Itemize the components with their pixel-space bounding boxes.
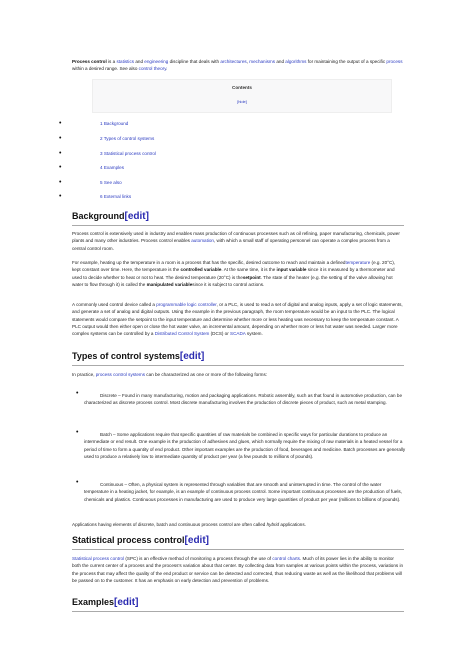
heading-spc: Statistical process control[edit] [72, 535, 404, 550]
toc-box [92, 79, 392, 113]
edit-link[interactable]: [edit] [179, 351, 205, 362]
background-paragraph-3: A commonly used control device called a programmable logic controller, or a PLC, is used to read a set of digital and analog inputs, apply a set of logic statements, and generate a set of analog and digital outputs. Using the example in the previous paragraph, the room temperature would be an input to the PLC. The logical statements would compare the setpoint to the input temperature and determine whether more or less heating was necessary to keep the temperature constant. A PLC output would then either open or close the hot water valve, an incremental amount, depending on whether more or less hot water was needed. Larger more complex systems can be controlled by a Distributed Control System (DCS) or SCADA system. [72, 302, 403, 337]
list-item-continuous: Continuous – Often, a physical system is represented through variables that are smooth and uninterrupted in time. The control of the water temperature in a heating jacket, for example, is an example of continuous process control. Some important continuous processes are the production of fuels, chemicals and plastics. Continuous processes in manufacturing are used to produce very large quantities of product per year (millions to billions of pounds). [84, 482, 402, 502]
bullet-icon: • [76, 429, 79, 436]
link-control-theory[interactable]: control theory [138, 66, 167, 72]
types-outro: Applications having elements of discrete, batch and continuous process control are often called hybrid applications. [72, 522, 306, 527]
bullet-icon: • [59, 120, 62, 127]
background-paragraph-2: For example, heating up the temperature in a room is a process that has the specific, desired outcome to reach and maintain a definedtemperature (e.g. 20°C), kept constant over time. Here, the temperature is the controlled variable. At the same time, it is the input variable since it is measured by a thermometer and used to decide whether to heat or not to heat. The desired temperature (20°C) is thesetpoint. The state of the heater (e.g. the setting of the valve allowing hot water to flow through it) is called the manipulated variablesince it is subject to control actions. [72, 260, 396, 287]
intro-term: Process control [72, 59, 107, 64]
background-paragraph-1: Process control is extensively used in industry and enables mass production of continuous processes such as oil refining, paper manufacturing, chemicals, power plants and many other industries. Process control enables automation, with which a small staff of operating personnel can operate a complex process from a central control room. [72, 231, 400, 251]
heading-types: Types of control systems[edit] [72, 351, 404, 366]
link-plc[interactable]: programmable logic controller [156, 302, 217, 307]
link-automation[interactable]: automation [191, 238, 214, 244]
heading-background: Background[edit] [72, 211, 404, 226]
link-process[interactable]: process [386, 59, 403, 64]
heading-examples: Examples[edit] [72, 597, 404, 612]
bullet-icon: • [59, 164, 62, 171]
toc-hide-link[interactable]: [hide] [237, 99, 247, 104]
toc-item-examples[interactable]: 4 Examples [100, 165, 125, 170]
bullet-icon: • [76, 390, 79, 397]
link-spc[interactable]: Statistical process control [72, 556, 125, 561]
list-item-discrete: Discrete – Found in many manufacturing, motion and packaging applications. Robotic assembly, such as that found in automotive production, can be characterized as discrete process control. Most discrete manufacturing involves the production of discrete pieces of product, such as metal stamping. [84, 393, 402, 406]
link-mechanisms[interactable]: mechanisms [249, 59, 276, 64]
bullet-icon: • [59, 150, 62, 157]
types-intro: In practice, process control systems can be characterized as one or more of the following forms: [72, 372, 268, 377]
toc-item-external-links[interactable]: 6 External links [100, 194, 132, 199]
edit-link[interactable]: [edit] [124, 211, 149, 222]
bullet-icon: • [59, 193, 62, 200]
intro-paragraph: Process control is a statistics and engineering discipline that deals with architectures, mechanisms and algorithms for maintaining the output of a specific process within a desired range. See also control theory. [72, 59, 403, 72]
link-scada[interactable]: SCADA [230, 331, 246, 337]
link-control-charts[interactable]: control charts [272, 556, 300, 561]
link-algorithms[interactable]: algorithms [285, 59, 307, 64]
toc-title: Contents [232, 85, 252, 90]
bullet-icon: • [59, 179, 62, 186]
link-dcs[interactable]: Distributed Control System [154, 331, 210, 337]
toc-item-background[interactable]: 1 Background [100, 121, 129, 126]
link-statistics[interactable]: statistics [116, 59, 135, 64]
list-item-batch: Batch – Some applications require that specific quantities of raw materials be combined in specific ways for particular durations to produce an intermediate or end result. One example is the production of adhesives and glues, which normally require the mixing of raw materials in a heated vessel for a period of time to form a quantity of end product. Other important examples are the production of food, beverages and medicine. Batch processes are generally used to produce a relatively low to intermediate quantity of product per year (a few pounds to millions of pounds). [84, 432, 406, 459]
bullet-icon: • [76, 479, 79, 486]
bullet-icon: • [59, 135, 62, 142]
edit-link[interactable]: [edit] [184, 535, 209, 546]
spc-paragraph: Statistical process control (SPC) is an effective method of monitoring a process through the use of control charts. Much of its power lies in the ability to monitor both the current center of a process and the process's variation about that center. By collecting data from samples at various points within the process, variations in the process that may affect the quality of the end product or service can be detected and corrected, thus reducing waste as well as the likelihood that problems will be passed on to the customer. It has an emphasis on early detection and prevention of problems. [72, 556, 404, 583]
edit-link[interactable]: [edit] [114, 597, 139, 608]
link-architectures[interactable]: architectures [220, 59, 247, 64]
link-process-control-systems[interactable]: process control systems [95, 372, 146, 377]
toc-item-see-also[interactable]: 5 See also [100, 180, 122, 185]
toc-item-spc[interactable]: 3 Statistical process control [100, 151, 156, 156]
toc-item-types[interactable]: 2 Types of control systems [100, 136, 155, 141]
link-temperature[interactable]: temperature [345, 260, 371, 265]
link-engineering[interactable]: engineering [144, 59, 169, 64]
